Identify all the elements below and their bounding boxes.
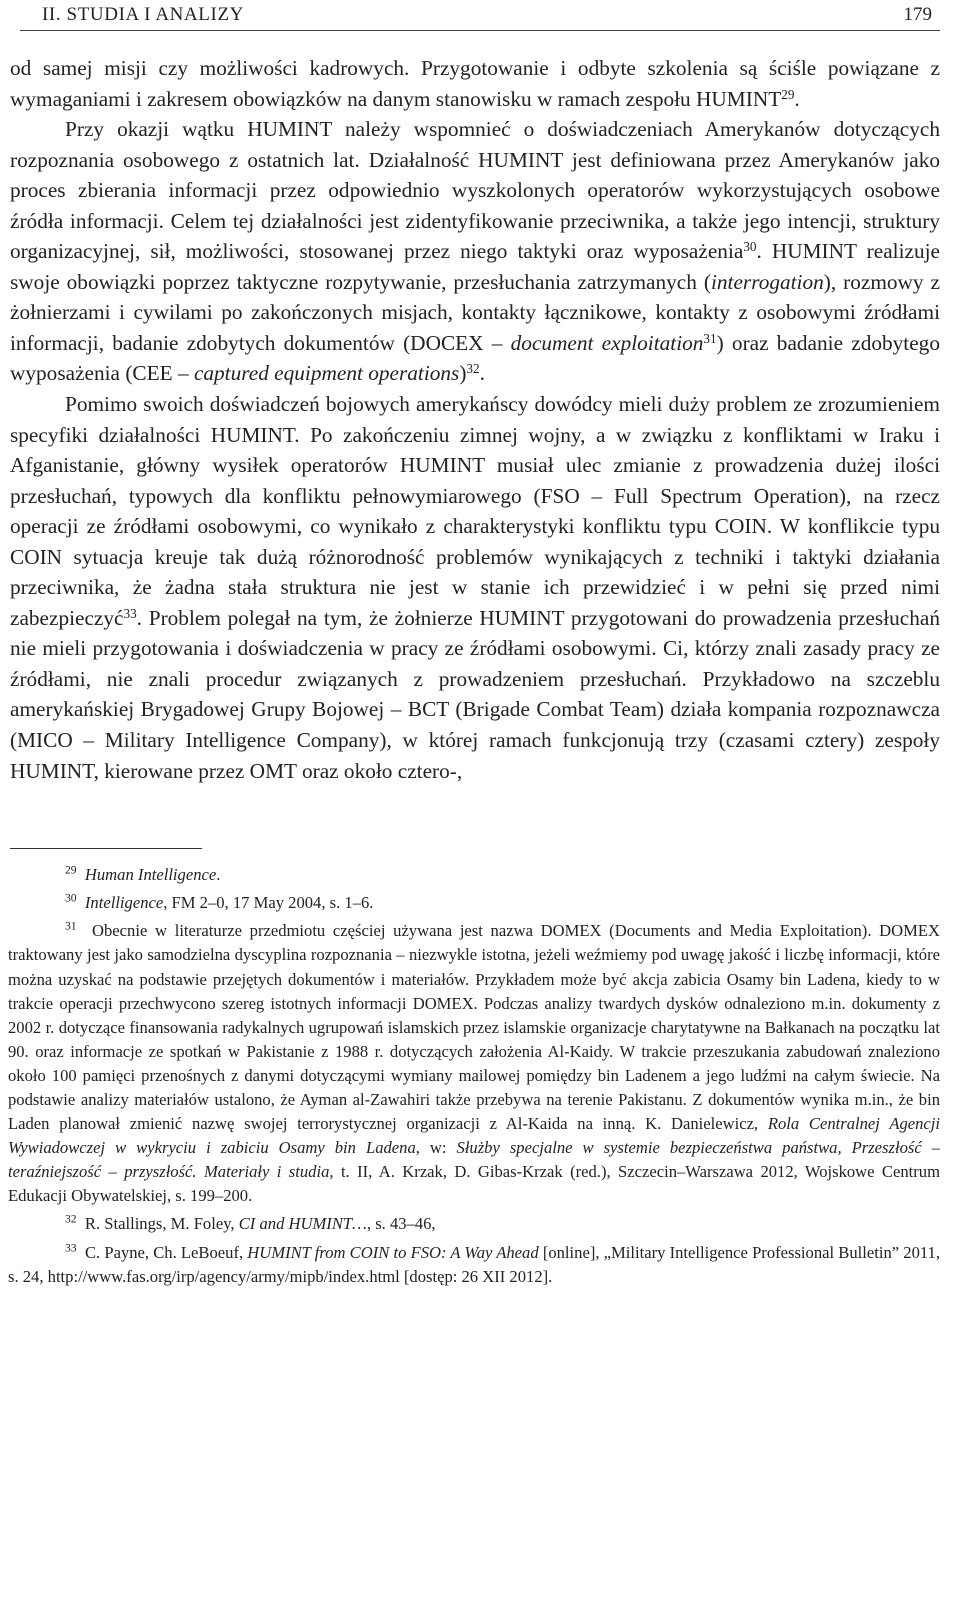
footnote-30: $^{30}$ Intelligence, FM 2–0, 17 May 2004, s. 1–6. [65,891,374,913]
footnotes [8,863,940,1289]
paragraph-1: od samej misji czy możliwości kadrowych. Przygotowanie i odbyte szkolenia są ściśle powiązane z wymaganiami i zakresem obowiązków na danym stanowisku w ramach zespołu HUMINT$^{29}$. [10,56,940,111]
footnote-ref-29[interactable]: 29 [781,86,795,102]
footnote-ref-31[interactable]: 31 [703,330,717,346]
footnote-ref-30[interactable]: 30 [743,239,757,255]
footnote-ref-32[interactable]: 32 [466,361,480,377]
footnote-29: $^{29}$ Human Intelligence. [65,863,221,885]
footnote-ref-33[interactable]: 33 [123,605,137,621]
main-text [8,53,940,786]
paragraph-3: Pomimo swoich doświadczeń bojowych amerykańscy dowódcy mieli duży problem ze zrozumieniem specyfiki działalności HUMINT. Po zakończeniu zimnej wojny, a w związku z konfliktami w Iraku i Afganistanie, główny wysiłek operatorów HUMINT musiał ulec zmianie z prowadzenia dużej ilości przesłuchań, typowych dla konfliktu pełnowymiarowego (FSO – Full Spectrum Operation), na rzecz operacji ze źródłami osobowymi, co wynikało z charakterystyki konfliktu typu COIN. W konflikcie typu COIN sytuacja kreuje tak dużą różnorodność problemów wynikających z techniki i taktyki działania przeciwnika, że żadna stała struktura nie jest w stanie ich przewidzieć i w pełni się przed nimi zabezpieczyć$^{33}$. Problem polegał na tym, że żołnierze HUMINT przygotowani do prowadzenia przesłuchań nie mieli przygotowania i doświadczenia w pracy ze źródłami osobowymi. Ci, którzy znali zasady pracy ze źródłami, nie znali procedur związanych z prowadzeniem przesłuchań. Przykładowo na szczeblu amerykańskiej Brygadowej Grupy Bojowej – BCT (Brigade Combat Team) działa kompania rozpoznawcza (MICO – Military Intelligence Company), w której ramach funkcjonują trzy (czasami cztery) zespoły HUMINT, kierowane przez OMT oraz około cztero-, [10,392,940,783]
section-title: II. STUDIA I ANALIZY [42,4,244,25]
footnote-separator [10,848,202,849]
running-header [20,0,940,31]
page-number: 179 [903,4,932,25]
paragraph-2: Przy okazji wątku HUMINT należy wspomnieć o doświadczeniach Amerykanów dotyczących rozpoznania osobowego z ostatnich lat. Działalność HUMINT jest definiowana przez Amerykanów jako proces zbierania informacji przez odpowiednio wyszkolonych operatorów wykorzystujących osobowe źródła informacji. Celem tej działalności jest zidentyfikowanie przeciwnika, a także jego intencji, struktury organizacyjnej, sił, możliwości, stosowanej przez niego taktyki oraz wyposażenia$^{30}$. HUMINT realizuje swoje obowiązki poprzez taktyczne rozpytywanie, przesłuchania zatrzymanych (interrogation), rozmowy z żołnierzami i cywilami po zakończonych misjach, kontakty łącznikowe, kontakty z osobowymi źródłami informacji, badanie zdobytych dokumentów (DOCEX – document exploitation$^{31}$) oraz badanie zdobytego wyposażenia (CEE – captured equipment operations)$^{32}$. [10,117,940,386]
footnote-32: $^{32}$ R. Stallings, M. Foley, CI and HUMINT…, s. 43–46, [65,1213,436,1234]
footnote-33: $^{33}$ C. Payne, Ch. LeBoeuf, HUMINT from COIN to FSO: A Way Ahead [online], „Military Intelligence Professional Bulletin” 2011, s. 24, http://www.fas.org/irp/agency/army/mipb/index.html [dostęp: 26 XII 2012]. [8,1241,941,1286]
footnote-31: $^{31}$ Obecnie w literaturze przedmiotu częściej używana jest nazwa DOMEX (Documents and Media Exploitation). DOMEX traktowany jest jako samodzielna dyscyplina rozpoznania – niezwykle istotna, jeżeli weźmiemy pod uwagę jakość i liczbę informacji, które można uzyskać na podstawie przejętych dokumentów i materiałów. Przykładem może być akcja zabicia Osamy bin Ladena, kiedy to w trakcie operacji przechwycono szereg istotnych informacji DOMEX. Podczas analizy twardych dysków odnaleziono m.in. dokumenty z 2002 r. dotyczące finansowania radykalnych ugrupowań islamskich przez islamskie organizacje charytatywne na Bałkanach na początku lat 90. oraz informacje ze spotkań w Pakistanie z 1988 r. dotyczących założenia Al-Kaidy. W trakcie przeszukania zabudowań znaleziono około 100 pamięci przenośnych z danymi dotyczącymi wymiany mailowej pomiędzy bin Ladenem a jego ludźmi na całym świecie. Na podstawie analizy materiałów ustalono, że Ayman al-Zawahiri także przebywa na terenie Pakistanu. Z dokumentów wynika m.in., że bin Laden planował zmienić nazwę swojej terrorystycznej organizacji z Al-Kaida na inną. K. Danielewicz, Rola Centralnej Agencji Wywiadowczej w wykryciu i zabiciu Osamy bin Ladena, w: Służby specjalne w systemie bezpieczeństwa państwa, Przeszłość – teraźniejszość – przyszłość. Materiały i studia, t. II, A. Krzak, D. Gibas-Krzak (red.), Szczecin–Warszawa 2012, Wojskowe Centrum Edukacji Obywatelskiej, s. 199–200. [8,919,941,1206]
